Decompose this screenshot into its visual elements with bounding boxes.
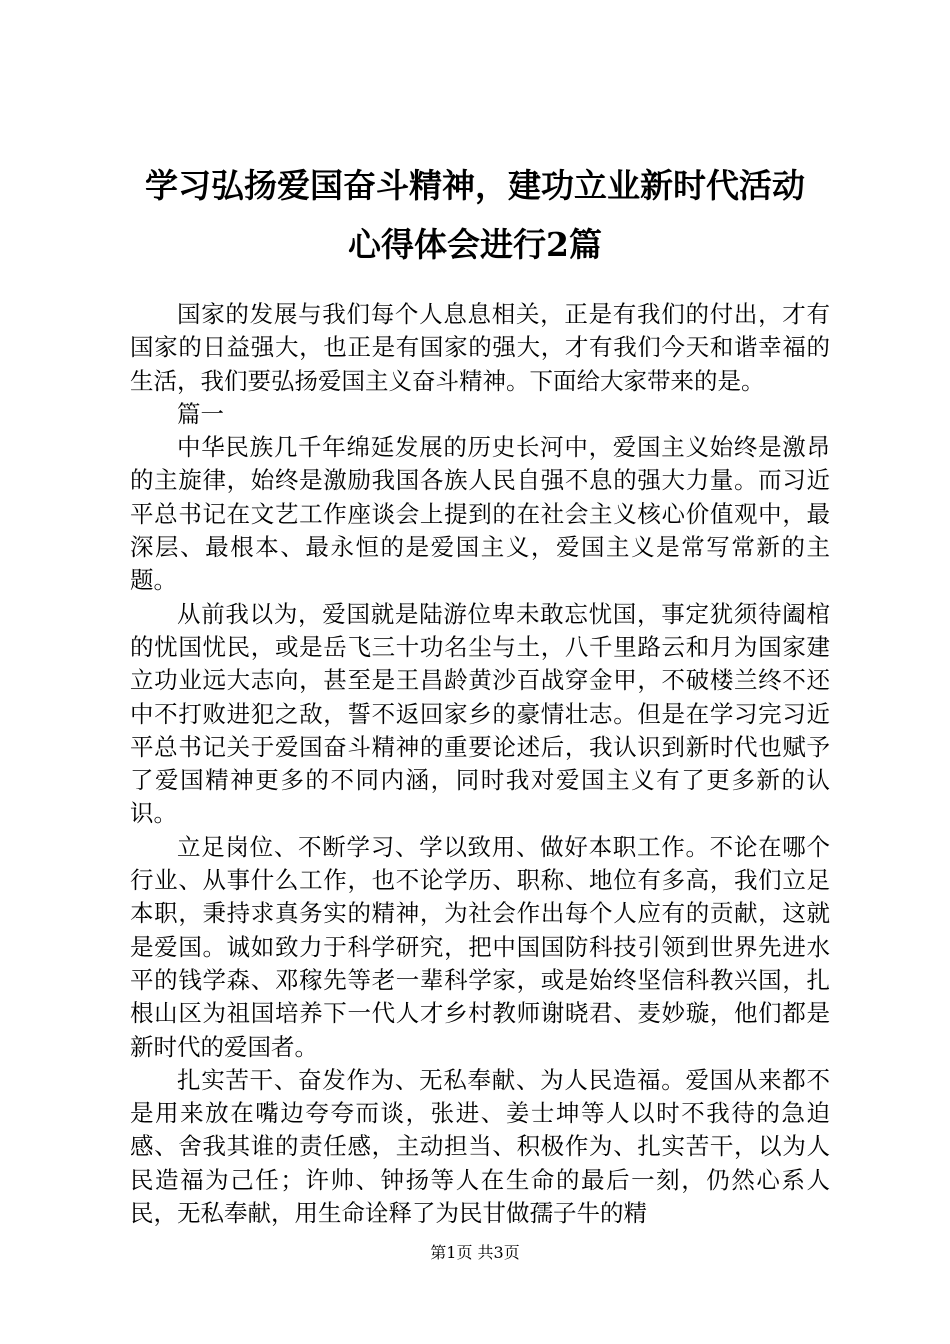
page-footer: 第1页 共3页 [430,1243,520,1262]
paragraph: 扎实苦干、奋发作为、无私奉献、为人民造福。爱国从来都不是用来放在嘴边夸夸而谈，张进、姜士坤等人以时不我待的急迫感、舍我其谁的责任感，主动担当、积极作为、扎实苦干，以为人民造福为己任；许帅、钟扬等人在生命的最后一刻，仍然心系人民，无私奉献，用生命诠释了为民甘做孺子牛的精 [130,1065,830,1228]
paragraph: 从前我以为，爱国就是陆游位卑未敢忘忧国，事定犹须待阖棺的忧国忧民，或是岳飞三十功名尘与土，八千里路云和月为国家建立功业远大志向，甚至是王昌龄黄沙百战穿金甲，不破楼兰终不还中不打败进犯之敌，誓不返回家乡的豪情壮志。但是在学习完习近平总书记关于爱国奋斗精神的重要论述后，我认识到新时代也赋予了爱国精神更多的不同内涵，同时我对爱国主义有了更多新的认识。 [130,599,830,828]
section-heading-part-one: 篇一 [177,399,224,428]
paragraph-intro: 国家的发展与我们每个人息息相关，正是有我们的付出，才有国家的日益强大，也正是有国家的强大，才有我们今天和谐幸福的生活，我们要弘扬爱国主义奋斗精神。下面给大家带来的是。 [130,300,830,395]
document-title-line-2: 心得体会进行2篇 [348,225,602,264]
paragraph: 立足岗位、不断学习、学以致用、做好本职工作。不论在哪个行业、从事什么工作，也不论学历、职称、地位有多高，我们立足本职，秉持求真务实的精神，为社会作出每个人应有的贡献，这就是爱国。诚如致力于科学研究，把中国国防科技引领到世界先进水平的钱学森、邓稼先等老一辈科学家，或是始终坚信科教兴国，扎根山区为祖国培养下一代人才乡村教师谢晓君、麦妙璇，他们都是新时代的爱国者。 [130,832,830,1061]
paragraph: 中华民族几千年绵延发展的历史长河中，爱国主义始终是激昂的主旋律，始终是激励我国各族人民自强不息的强大力量。而习近平总书记在文艺工作座谈会上提到的在社会主义核心价值观中，最深层、最根本、最永恒的是爱国主义，爱国主义是常写常新的主题。 [130,433,830,595]
document-title-line-1: 学习弘扬爱国奋斗精神，建功立业新时代活动 [145,166,805,205]
document-body [130,298,830,1230]
